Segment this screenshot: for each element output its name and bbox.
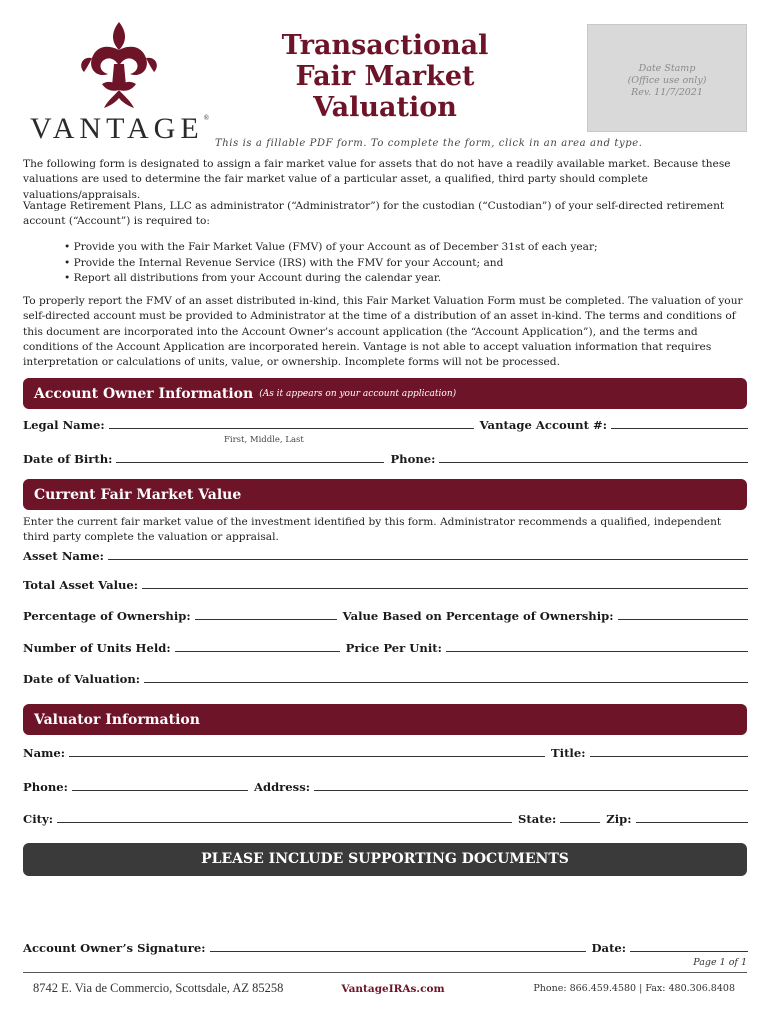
fmv-instructions: Enter the current fair market value of the investment identified by this form. Administrator recommends a qualified, independent third party complete the valuation or appraisal.	[23, 516, 722, 544]
dob-field[interactable]	[116, 462, 384, 463]
valuator-phone-field[interactable]	[72, 790, 248, 791]
asset-name-field[interactable]	[108, 559, 748, 560]
value-pct-label: Value Based on Percentage of Ownership:	[342, 609, 614, 623]
list-item: • Report all distributions from your Account during the calendar year.	[64, 272, 442, 284]
signature-date-field[interactable]	[630, 951, 748, 952]
list-item: • Provide you with the Fair Market Value (FMV) of your Account as of December 31st of each year;	[64, 241, 598, 253]
section-title: Valuator Information	[34, 711, 200, 728]
valuator-phone-row	[23, 780, 748, 794]
signature-row	[23, 941, 748, 955]
asset-name-row	[23, 549, 748, 563]
footer-website-link[interactable]: VantageIRAs.com	[341, 982, 445, 995]
signature-field[interactable]	[210, 951, 586, 952]
legal-name-hint: First, Middle, Last	[224, 435, 304, 445]
owner-phone-field[interactable]	[439, 462, 748, 463]
logo-wordmark: VANTAGE®	[29, 112, 210, 145]
valuator-address-label: Address:	[253, 780, 310, 794]
page-number: Page 1 of 1	[693, 957, 747, 968]
page-title	[250, 30, 520, 123]
valuator-address-field[interactable]	[314, 790, 748, 791]
state-field[interactable]	[560, 822, 600, 823]
section-subtitle: (As it appears on your account application)	[259, 388, 457, 399]
price-unit-field[interactable]	[446, 651, 748, 652]
title-line-1: Transactional	[281, 30, 489, 61]
units-row	[23, 641, 748, 655]
valuation-date-field[interactable]	[144, 682, 748, 683]
dob-label: Date of Birth:	[23, 452, 113, 466]
valuation-date-row	[23, 672, 748, 686]
dob-row	[23, 452, 748, 466]
city-label: City:	[23, 812, 54, 826]
city-field[interactable]	[57, 822, 512, 823]
valuator-name-field[interactable]	[69, 756, 545, 757]
title-line-3: Valuation	[313, 92, 457, 123]
stamp-revision: Rev. 11/7/2021	[631, 87, 703, 98]
account-number-label: Vantage Account #:	[479, 418, 607, 432]
supporting-documents-banner: PLEASE INCLUDE SUPPORTING DOCUMENTS	[23, 843, 747, 876]
total-value-field[interactable]	[142, 588, 748, 589]
stamp-office-use: (Office use only)	[627, 75, 707, 86]
units-label: Number of Units Held:	[23, 641, 171, 655]
units-field[interactable]	[175, 651, 340, 652]
valuator-name-label: Name:	[23, 746, 66, 760]
requirements-list	[64, 240, 598, 287]
zip-label: Zip:	[606, 812, 632, 826]
section-title: Current Fair Market Value	[34, 486, 242, 503]
valuator-title-label: Title:	[551, 746, 586, 760]
signature-label: Account Owner’s Signature:	[23, 941, 206, 955]
valuation-date-label: Date of Valuation:	[23, 672, 141, 686]
section-header-valuator	[23, 704, 747, 735]
section-title: Account Owner Information	[34, 385, 254, 402]
valuator-phone-label: Phone:	[23, 780, 68, 794]
fillable-note: This is a fillable PDF form. To complete the form, click in an area and type.	[215, 138, 643, 149]
section-header-fair-market-value	[23, 479, 747, 510]
valuator-title-field[interactable]	[590, 756, 749, 757]
intro-paragraph-3: To properly report the FMV of an asset distributed in-kind, this Fair Market Valuation Form must be completed. The valuation of your self-directed account must be provided to Administrator at the time of a distribution of an asset in-kind. The terms and conditions of this document are incorporated into the Account Owner’s account application (the “Account Application”), and the terms and conditions of the Account Application are incorporated herein. Vantage is not able to accept valuation information that requires interpretation or calculations of units, value, or ownership. Incomplete forms will not be processed.	[23, 295, 743, 369]
legal-name-label: Legal Name:	[23, 418, 105, 432]
total-value-label: Total Asset Value:	[23, 578, 139, 592]
intro-paragraph-1: The following form is designated to assign a fair market value for assets that do not have a readily available market. Because these valuations are used to determine the fair market value of a particular asset, a qualified, third party should complete valuations/appraisals.	[23, 158, 731, 201]
footer-contact: Phone: 866.459.4580 | Fax: 480.306.8408	[533, 983, 735, 994]
fleur-de-lis-icon	[78, 20, 160, 112]
pct-ownership-field[interactable]	[195, 619, 337, 620]
date-stamp-box	[587, 24, 747, 132]
legal-name-row	[23, 418, 748, 432]
section-header-account-owner	[23, 378, 747, 409]
list-item: • Provide the Internal Revenue Service (IRS) with the FMV for your Account; and	[64, 256, 504, 269]
stamp-label: Date Stamp	[638, 63, 696, 74]
ownership-row	[23, 609, 748, 623]
zip-field[interactable]	[636, 822, 748, 823]
signature-date-label: Date:	[591, 941, 627, 955]
intro-paragraph-2: Vantage Retirement Plans, LLC as administrator (“Administrator”) for the custodian (“Custodian”) of your self-directed retirement account (“Account”) is required to:	[23, 200, 725, 228]
owner-phone-label: Phone:	[390, 452, 436, 466]
footer	[23, 972, 747, 1004]
vantage-logo	[22, 18, 217, 145]
valuator-name-row	[23, 746, 748, 760]
asset-name-label: Asset Name:	[23, 549, 104, 563]
footer-address: 8742 E. Via de Commercio, Scottsdale, AZ 85258	[33, 981, 284, 995]
title-line-2: Fair Market	[295, 61, 475, 92]
total-value-row	[23, 578, 748, 592]
legal-name-field[interactable]	[109, 428, 474, 429]
pct-ownership-label: Percentage of Ownership:	[23, 609, 191, 623]
valuator-city-row	[23, 812, 748, 826]
value-pct-field[interactable]	[618, 619, 748, 620]
account-number-field[interactable]	[611, 428, 748, 429]
price-unit-label: Price Per Unit:	[345, 641, 442, 655]
state-label: State:	[518, 812, 557, 826]
